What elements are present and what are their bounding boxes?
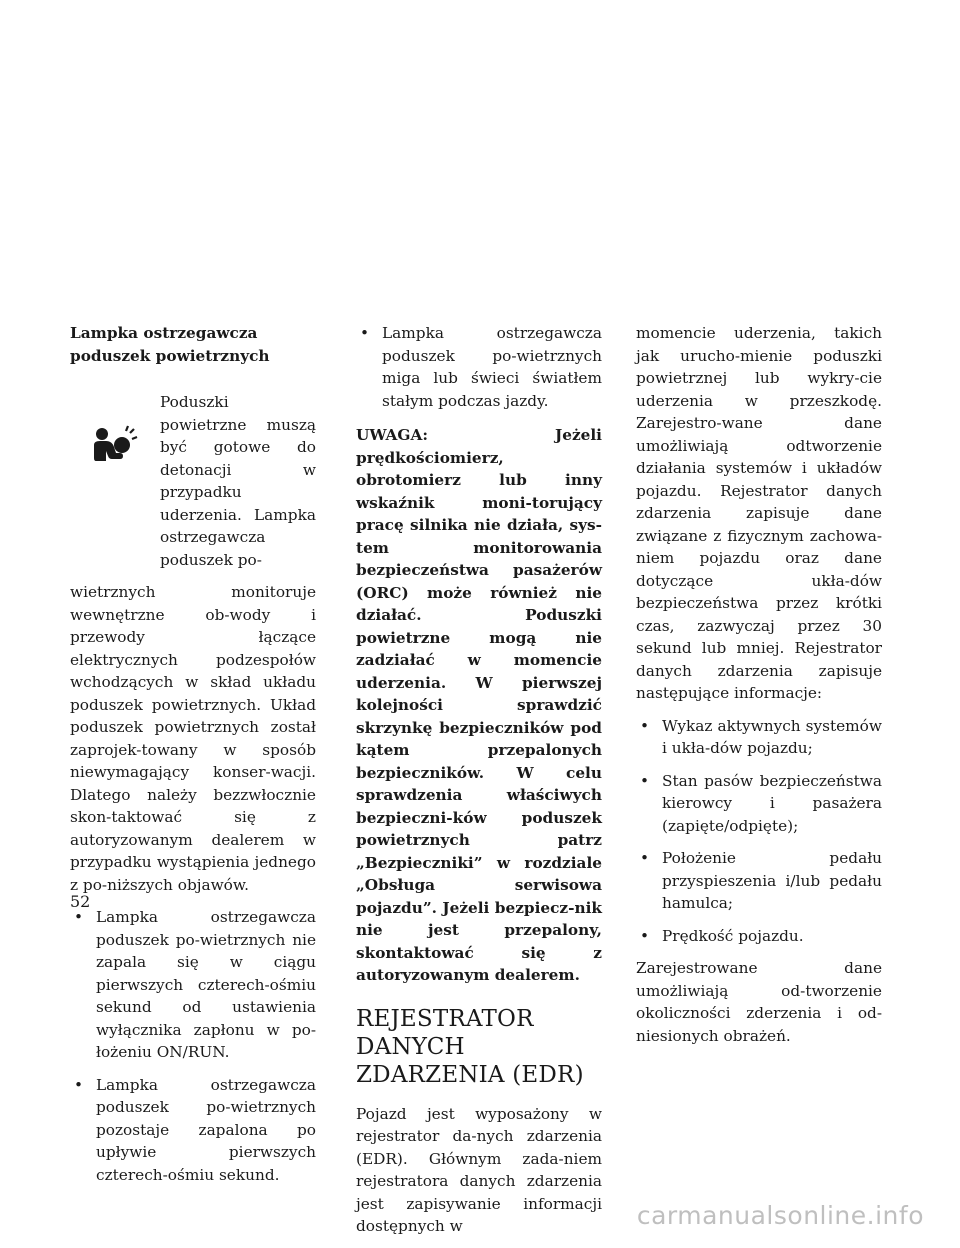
airbag-warning-icon xyxy=(70,391,160,472)
edr-details-paragraph: momencie uderzenia, takich jak urucho-mienie poduszki powietrznej lub wykry-cie uderzenia w przeszkodę. Zarejestro-wane dane umożliwiają odtworzenie działania systemów i układów pojazdu. Rejestrator danych zdarzenia zapisuje dane związane z fizycznym zachowa-niem pojazdu oraz dane dotyczące ukła-dów bezpieczeństwa przez krótki czas, zazwyczaj przez 30 sekund lub mniej. Rejestrator danych zdarzenia zapisuje następujące informacje: xyxy=(636,324,882,702)
section-title-edr: REJESTRATOR DANYCH ZDARZENIA (EDR) xyxy=(356,1005,584,1088)
edr-intro-paragraph: Pojazd jest wyposażony w rejestrator da-nych zdarzenia (EDR). Głównym zada-niem rejestratora danych zdarzenia jest zapisywanie informacji dostępnych w xyxy=(356,1104,602,1235)
airbag-warning-heading: Lampka ostrzegawcza poduszek powietrznych xyxy=(70,324,270,365)
warning-note: UWAGA: Jeżeli prędkościomierz, obrotomierz lub inny wskaźnik moni-torujący pracę silnika nie działa, sys-tem monitorowania bezpieczeństwa pasażerów (ORC) może również nie działać. Poduszki powietrzne mogą nie zadziałać w momencie uderzenia. W pierwszej kolejności sprawdzić skrzynkę bezpieczników pod kątem przepalonych bezpieczników. W celu sprawdzenia właściwych bezpieczni-ków poduszek powietrznych patrz „Bezpieczniki” w rozdziale „Obsługa serwisowa pojazdu”. Jeżeli bezpiecz-nik nie jest przepalony, skontaktować się z autoryzowanym dealerem. xyxy=(356,426,602,984)
airbag-icon-block xyxy=(70,391,316,581)
column-left xyxy=(70,322,316,1196)
edr-closing-paragraph: Zarejestrowane dane umożliwiają od-tworzenie okoliczności zderzenia i od-niesionych obrażeń. xyxy=(636,959,882,1045)
list-item: • Położenie pedału przyspieszenia i/lub pedału hamulca; xyxy=(640,849,882,912)
bullet-glyph: • xyxy=(74,1075,84,1094)
bullet-glyph: • xyxy=(640,926,650,945)
list-item: • Prędkość pojazdu. xyxy=(636,925,882,948)
column-right xyxy=(636,322,882,1057)
airbag-monitor-paragraph: wietrznych monitoruje wewnętrzne ob-wody i przewody łączące elektrycznych podzespołów wchodzących w skład układu poduszek powietrznych. Układ poduszek powietrznych został zaprojek-towany w sposób niewymagający konser-wacji. Dlatego należy bezzwłocznie skon-taktować się z autoryzowanym dealerem w przypadku wystąpienia jednego z po-niższych objawów. xyxy=(70,583,316,894)
list-item: • Lampka ostrzegawcza poduszek po-wietrznych pozostaje zapalona po upływie pierwszych czterech-ośmiu sekund. xyxy=(74,1075,316,1184)
list-item: • Lampka ostrzegawcza poduszek po-wietrznych nie zapala się w ciągu pierwszych czterech-ośmiu sekund od ustawienia wyłącznika zapłonu w po-łożeniu ON/RUN. xyxy=(74,908,316,1061)
airbag-symptom-list xyxy=(70,906,316,1186)
airbag-icon-text: Poduszki powietrzne muszą być gotowe do detonacji w przypadku uderzenia. Lampka ostrzegawcza poduszek po- xyxy=(160,393,316,569)
list-item: • Wykaz aktywnych systemów i ukła-dów pojazdu; xyxy=(640,716,882,757)
page-number: 52 xyxy=(70,892,91,911)
column-middle xyxy=(356,322,602,1248)
list-item: • Stan pasów bezpieczeństwa kierowcy i pasażera (zapięte/odpięte); xyxy=(640,771,882,835)
airbag-warning-icon-svg xyxy=(90,425,138,465)
watermark: carmanualsonline.info xyxy=(636,1201,924,1230)
bullet-glyph: • xyxy=(640,716,650,735)
bullet-glyph: • xyxy=(640,771,650,790)
bullet-glyph: • xyxy=(640,849,650,867)
bullet-glyph: • xyxy=(360,324,370,342)
edr-recorded-data-list xyxy=(636,715,882,948)
airbag-symptom-list-continued xyxy=(356,322,602,412)
bullet-glyph: • xyxy=(74,908,84,926)
list-item: • Lampka ostrzegawcza poduszek po-wietrznych miga lub świeci światłem stałym podczas jazdy. xyxy=(360,324,602,410)
